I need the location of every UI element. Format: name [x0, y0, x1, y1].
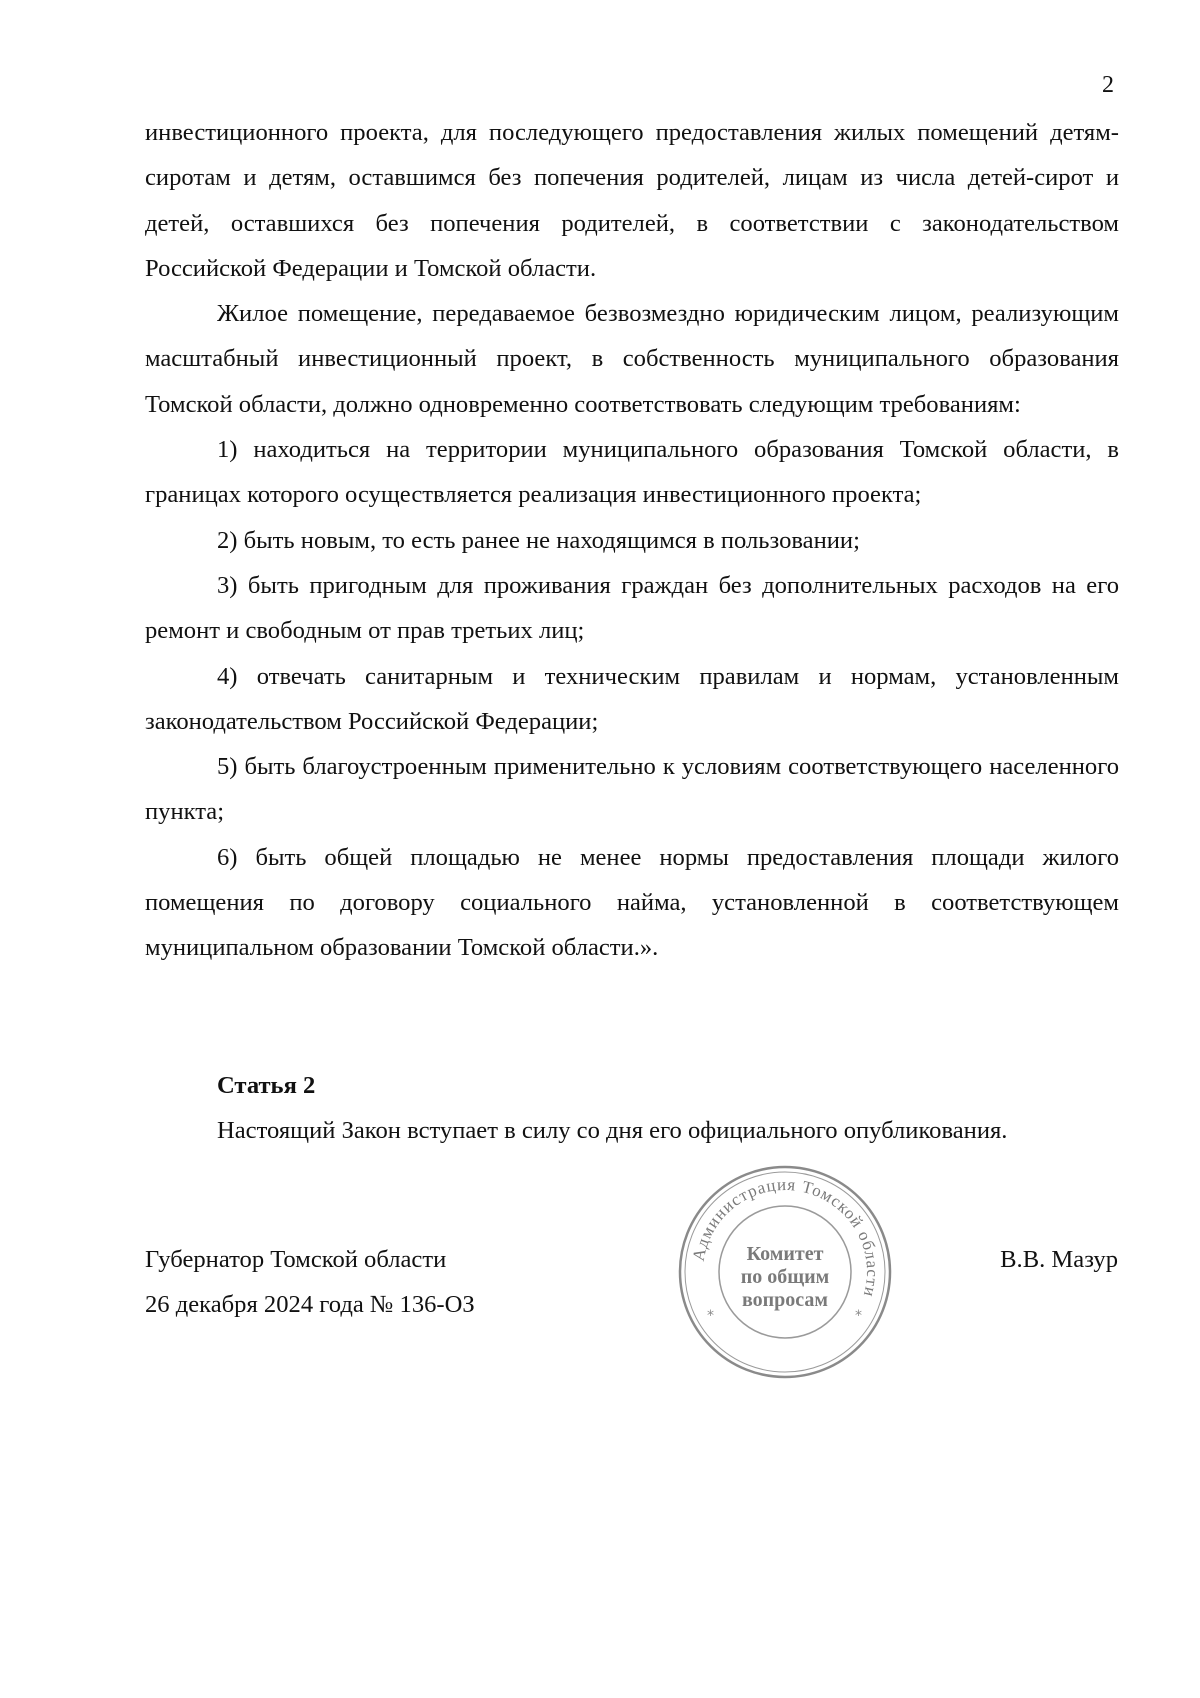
signature-block — [145, 1237, 475, 1327]
paragraph-requirements-intro: Жилое помещение, передаваемое безвозмездно юридическим лицом, реализующим масштабный инвестиционный проект, в собственность муниципального образования Томской области, должно одновременно соответствовать следующим требованиям: — [145, 300, 1119, 418]
signatory-name: В.В. Мазур — [1000, 1246, 1118, 1273]
list-item-4: 4) отвечать санитарным и техническим правилам и нормам, установленным законодательством Российской Федерации; — [145, 662, 1119, 735]
list-item-1: 1) находиться на территории муниципального образования Томской области, в границах которого осуществляется реализация инвестиционного проекта; — [145, 436, 1119, 509]
seal-center-line-3: вопросам — [741, 1289, 829, 1311]
signatory-position: Губернатор Томской области — [145, 1246, 447, 1273]
law-date-number: 26 декабря 2024 года № 136-ОЗ — [145, 1291, 475, 1318]
article-2 — [145, 1063, 1119, 1154]
seal-star-left: * — [707, 1308, 714, 1324]
seal-center-line-1: Комитет — [746, 1243, 824, 1265]
article-title: Статья 2 — [217, 1072, 316, 1099]
list-item-2: 2) быть новым, то есть ранее не находящимся в пользовании; — [217, 526, 860, 554]
document-body — [145, 110, 1119, 971]
list-item-6: 6) быть общей площадью не менее нормы предоставления площади жилого помещения по договору социального найма, установленной в соответствующем муниципальном образовании Томской области.». — [145, 843, 1119, 962]
list-item-5: 5) быть благоустроенным применительно к условиям соответствующего населенного пункта; — [145, 753, 1119, 826]
seal-graphic — [675, 1162, 895, 1382]
page-number: 2 — [1102, 72, 1114, 98]
paragraph-continuation: инвестиционного проекта, для последующего предоставления жилых помещений детям-сиротам и детям, оставшимся без попечения родителей, лицам из числа детей-сирот и детей, оставшихся без попечения родителей, в соответствии с законодательством Российской Федерации и Томской области. — [145, 119, 1119, 282]
seal-ring-text: Администрация Томской области — [688, 1174, 883, 1300]
seal-star-right: * — [855, 1308, 862, 1324]
list-item-3: 3) быть пригодным для проживания граждан без дополнительных расходов на его ремонт и свободным от прав третьих лиц; — [145, 571, 1119, 645]
official-seal — [675, 1162, 895, 1382]
article-text: Настоящий Закон вступает в силу со дня его официального опубликования. — [217, 1117, 1008, 1145]
seal-center-line-2: по общим — [740, 1266, 830, 1288]
